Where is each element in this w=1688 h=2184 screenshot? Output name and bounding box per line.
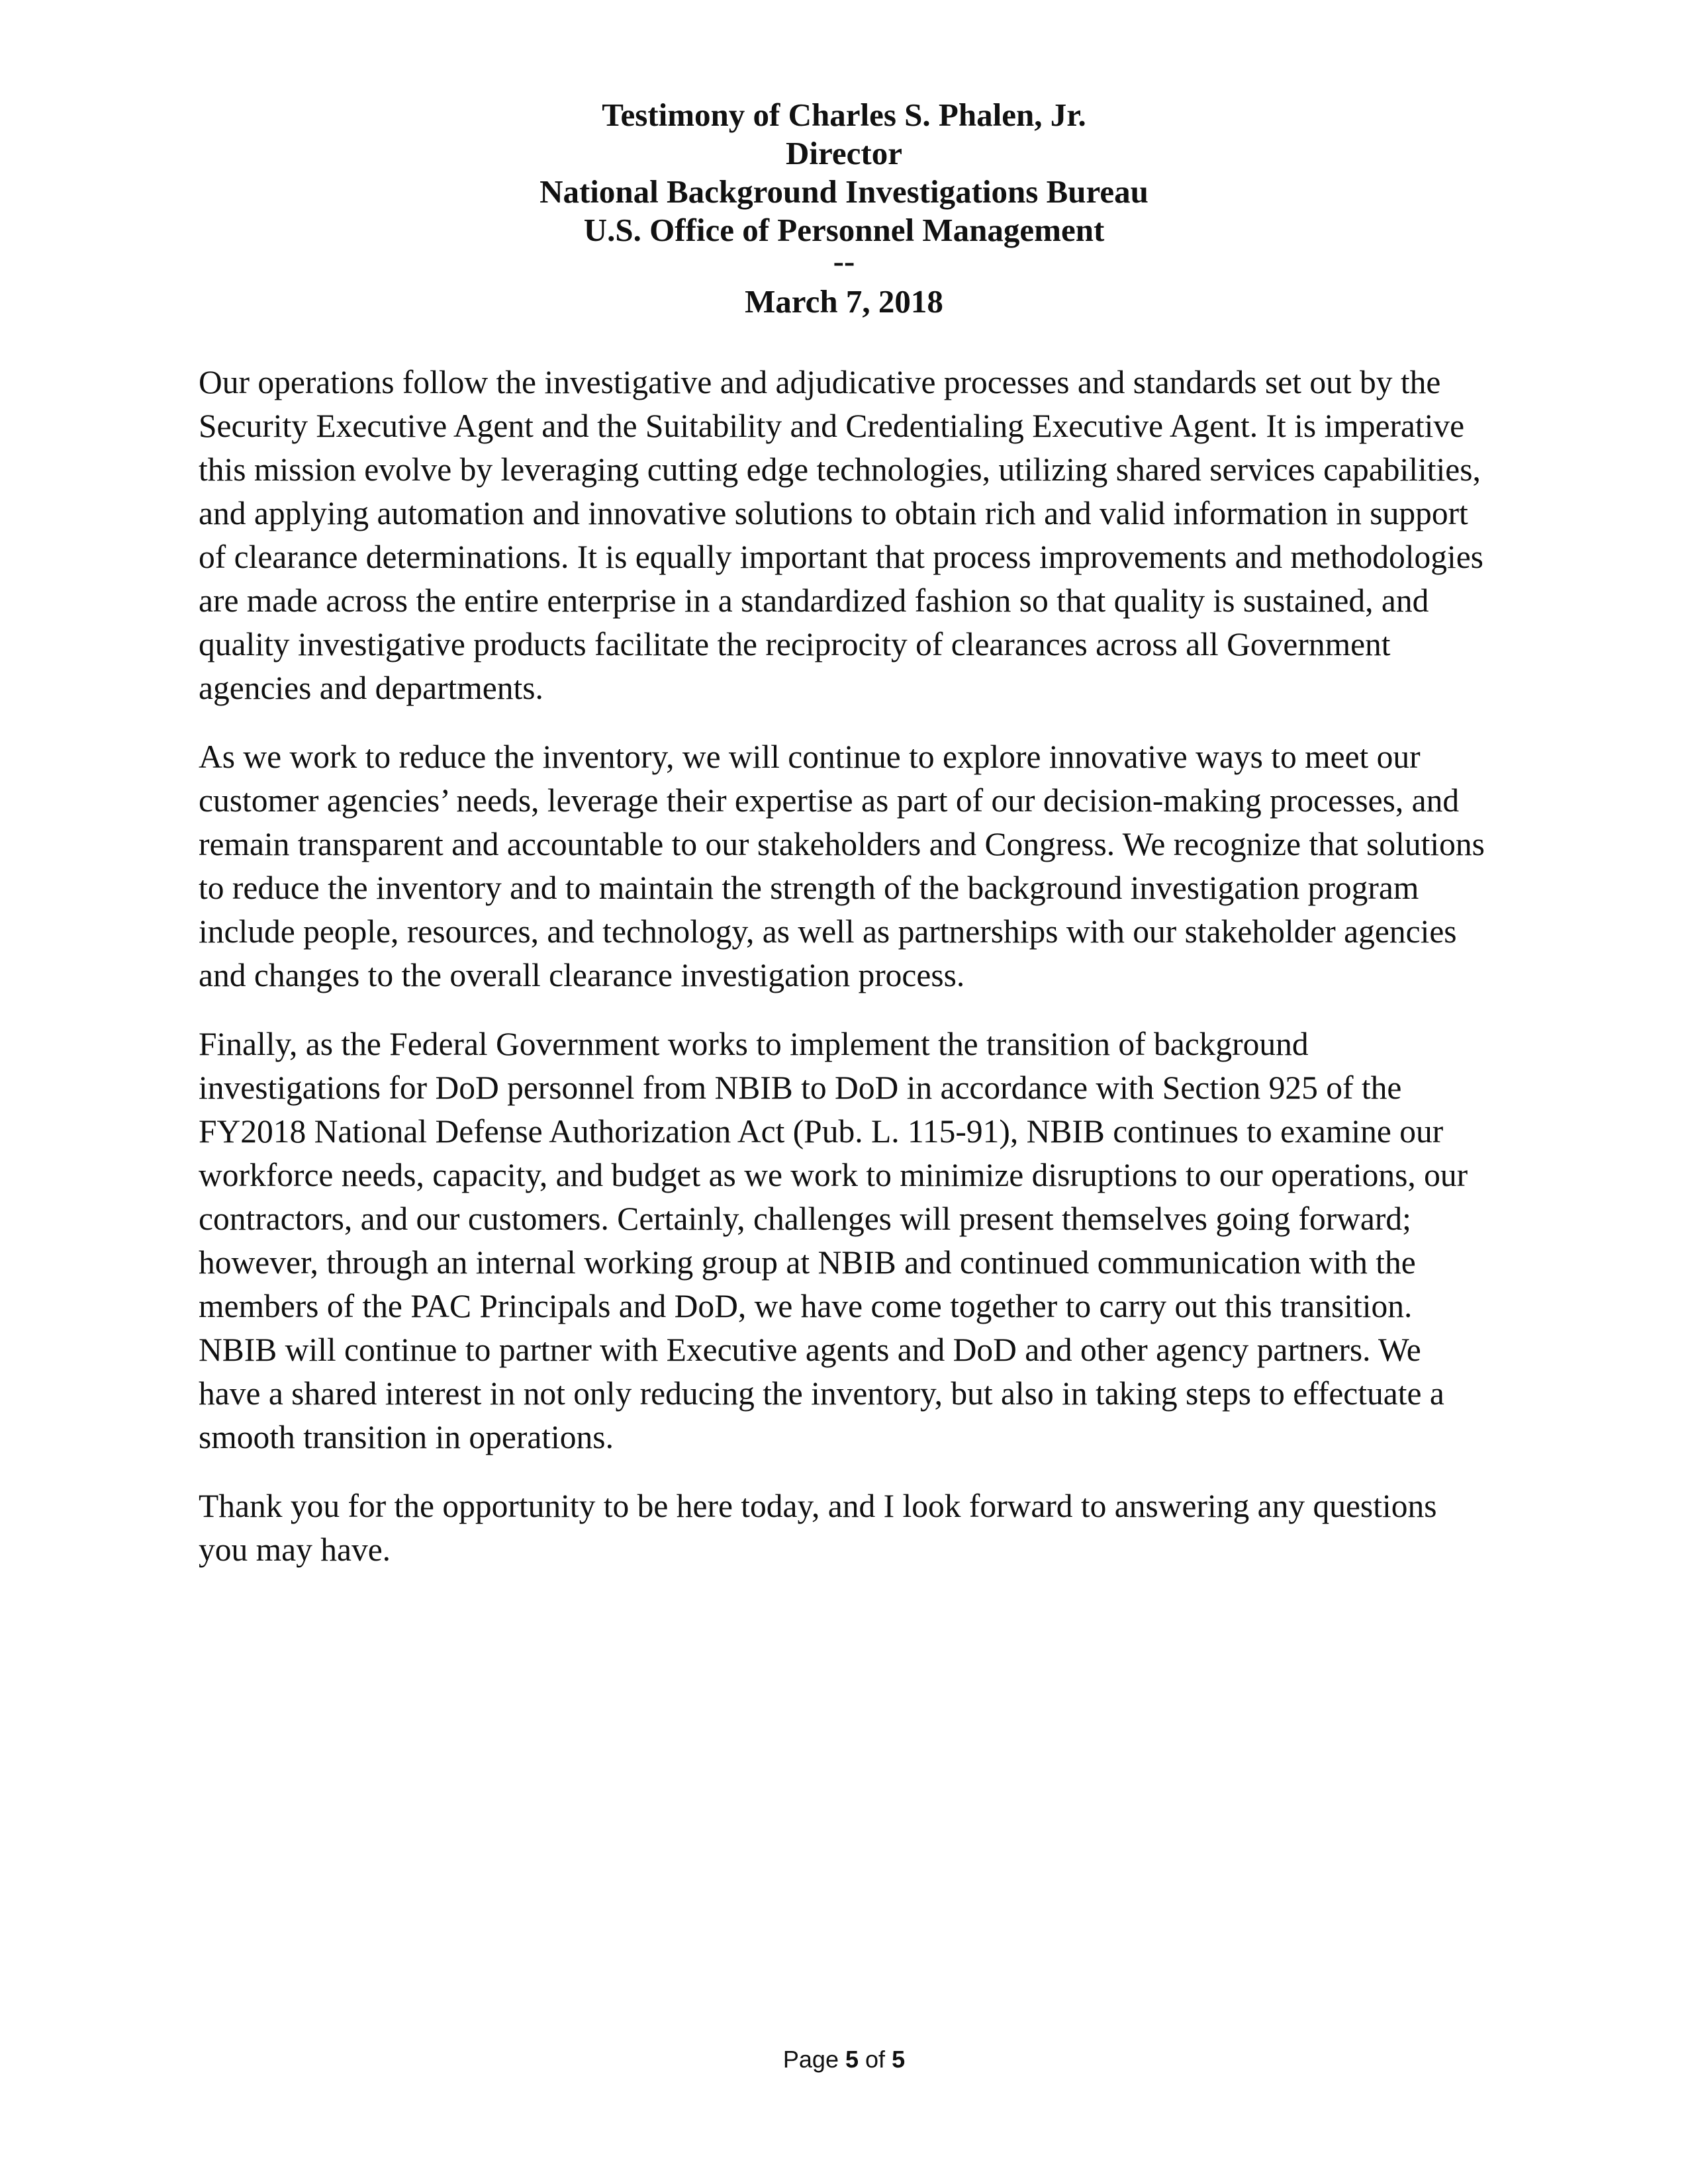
header-organization: National Background Investigations Bureau <box>539 173 1149 210</box>
paragraph-operations: Our operations follow the investigative and adjudicative processes and standards set out by the Security Executive Agent and the Suitability and Credentialing Executive Agent. It is imperative this mission evolve by leveraging cutting edge technologies, utilizing shared services capabilities, and applying automation and innovative solutions to obtain rich and valid information in support of clearance determinations. It is equally important that process improvements and methodologies are made across the entire enterprise in a standardized fashion so that quality is sustained, and quality investigative products facilitate the reciprocity of clearances across all Government agencies and departments. <box>199 364 1483 706</box>
header-position: Director <box>786 135 902 171</box>
current-page-number: 5 <box>845 2046 859 2073</box>
header-separator: -- <box>833 243 855 279</box>
paragraph-inventory: As we work to reduce the inventory, we will continue to explore innovative ways to meet our customer agencies’ needs, leverage their expertise as part of our decision-making processes, and remain transparent and accountable to our stakeholders and Congress. We recognize that solutions to reduce the inventory and to maintain the strength of the background investigation program include people, resources, and technology, as well as partnerships with our stakeholder agencies and changes to the overall clearance investigation process. <box>199 739 1485 993</box>
page-footer <box>0 2045 1688 2074</box>
testimony-body <box>199 361 1489 1597</box>
header-agency: U.S. Office of Personnel Management <box>583 212 1105 248</box>
header-title: Testimony of Charles S. Phalen, Jr. <box>602 97 1086 133</box>
total-pages-number: 5 <box>892 2046 906 2073</box>
page-label: Page <box>782 2046 839 2073</box>
testimony-header <box>199 96 1489 321</box>
page-of-label: of <box>865 2046 886 2073</box>
paragraph-closing: Thank you for the opportunity to be here today, and I look forward to answering any questions you may have. <box>199 1488 1437 1568</box>
header-date: March 7, 2018 <box>745 283 943 320</box>
paragraph-transition: Finally, as the Federal Government works to implement the transition of background investigations for DoD personnel from NBIB to DoD in accordance with Section 925 of the FY2018 National Defense Authorization Act (Pub. L. 115-91), NBIB continues to examine our workforce needs, capacity, and budget as we work to minimize disruptions to our operations, our contractors, and our customers. Certainly, challenges will present themselves going forward; however, through an internal working group at NBIB and continued communication with the members of the PAC Principals and DoD, we have come together to carry out this transition. NBIB will continue to partner with Executive agents and DoD and other agency partners. We have a shared interest in not only reducing the inventory, but also in taking steps to effectuate a smooth transition in operations. <box>199 1026 1468 1455</box>
